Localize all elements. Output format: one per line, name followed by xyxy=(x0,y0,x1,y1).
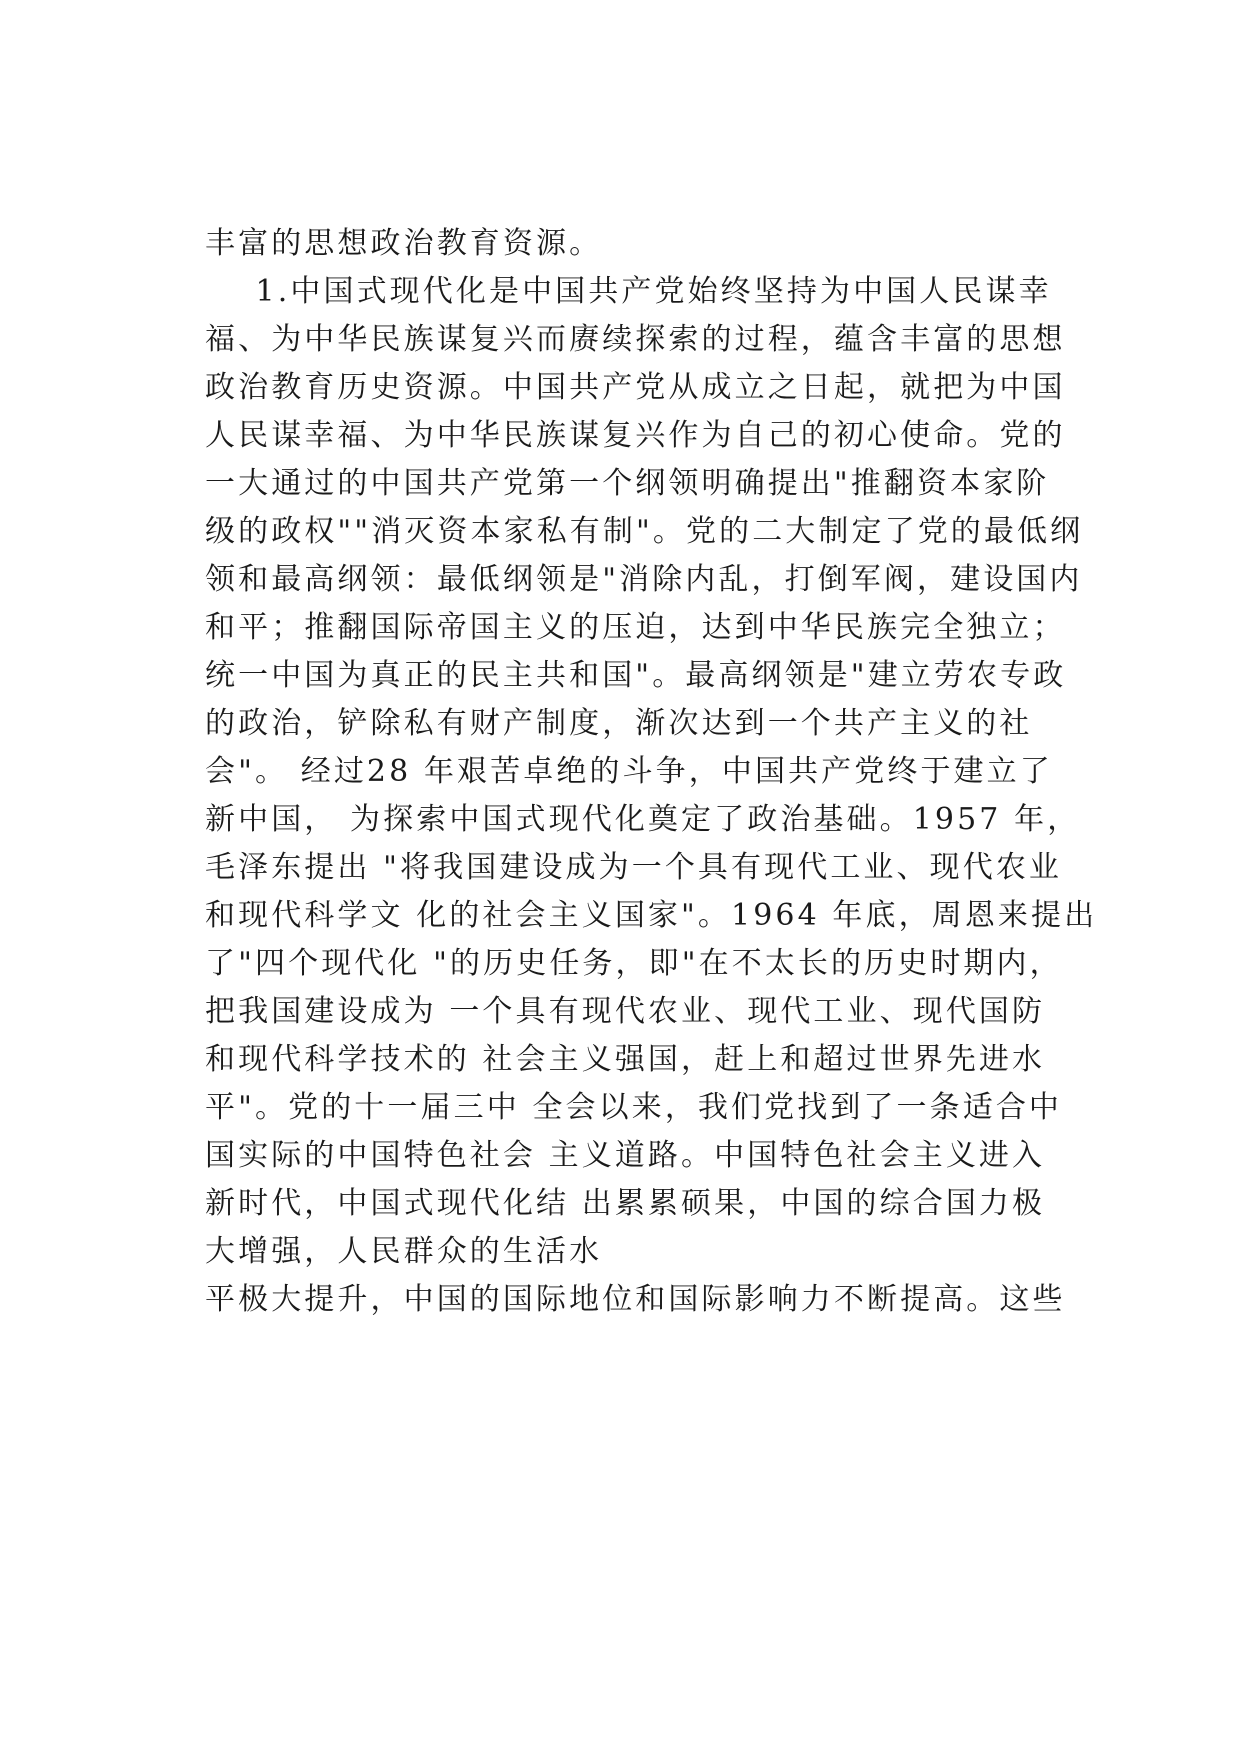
text-line: 人民谋幸福、为中华民族谋复兴作为自己的初心使命。党的 xyxy=(205,418,1066,453)
text-line: 平"。党的十一届三中 全会以来，我们党找到了一条适合中 xyxy=(205,1090,1063,1125)
text-line: 丰富的思想政治教育资源。 xyxy=(205,226,603,261)
text-line: 新中国， 为探索中国式现代化奠定了政治基础。1957 年， xyxy=(205,802,1081,837)
text-line: 和现代科学技术的 社会主义强国，赶上和超过世界先进水 xyxy=(205,1042,1046,1077)
text-line: 大增强，人民群众的生活水 xyxy=(205,1234,603,1269)
text-line: 1.中国式现代化是中国共产党始终坚持为中国人民谋幸 xyxy=(205,274,1052,309)
text-line: 毛泽东提出 "将我国建设成为一个具有现代工业、现代农业 xyxy=(205,850,1063,885)
text-line: 级的政权""消灭资本家私有制"。党的二大制定了党的最低纲 xyxy=(205,514,1084,549)
body-text xyxy=(205,220,1098,1324)
text-line: 福、为中华民族谋复兴而赓续探索的过程，蕴含丰富的思想 xyxy=(205,322,1066,357)
text-line: 一大通过的中国共产党第一个纲领明确提出"推翻资本家阶 xyxy=(205,466,1050,501)
text-line: 了"四个现代化 "的历史任务，即"在不太长的历史时期内， xyxy=(205,946,1063,981)
text-line: 政治教育历史资源。中国共产党从成立之日起，就把为中国 xyxy=(205,370,1066,405)
text-line: 新时代，中国式现代化结 出累累硕果，中国的综合国力极 xyxy=(205,1186,1046,1221)
text-line: 领和最高纲领：最低纲领是"消除内乱，打倒军阀，建设国内 xyxy=(205,562,1083,597)
text-line: 和现代科学文 化的社会主义国家"。1964 年底，周恩来提出 xyxy=(205,898,1098,933)
text-line: 把我国建设成为 一个具有现代农业、现代工业、现代国防 xyxy=(205,994,1046,1029)
text-line: 平极大提升，中国的国际地位和国际影响力不断提高。这些 xyxy=(205,1282,1066,1317)
text-line: 国实际的中国特色社会 主义道路。中国特色社会主义进入 xyxy=(205,1138,1046,1173)
text-line: 和平；推翻国际帝国主义的压迫，达到中华民族完全独立； xyxy=(205,610,1066,645)
text-line: 统一中国为真正的民主共和国"。最高纲领是"建立劳农专政 xyxy=(205,658,1067,693)
text-line: 的政治，铲除私有财产制度，渐次达到一个共产主义的社 xyxy=(205,706,1033,741)
text-line: 会"。 经过28 年艰苦卓绝的斗争，中国共产党终于建立了 xyxy=(205,754,1053,789)
